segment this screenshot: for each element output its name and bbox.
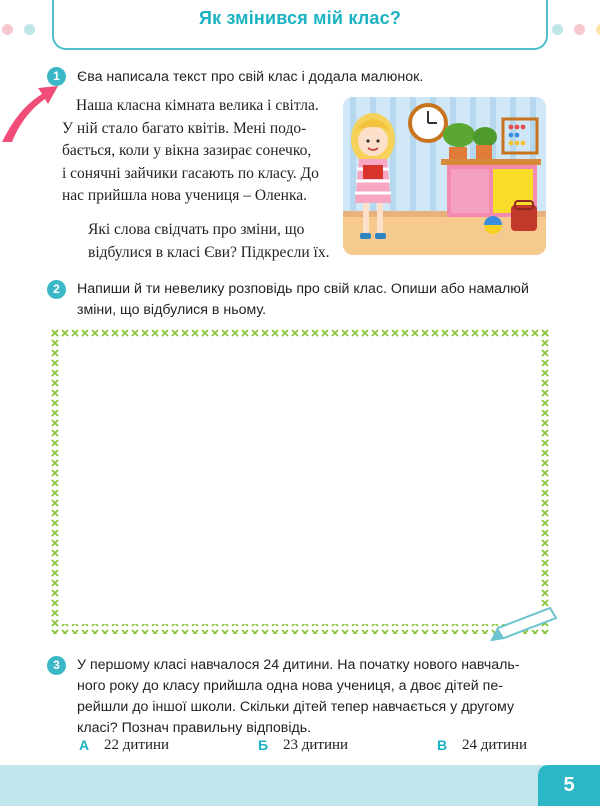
prompt-line: зміни, що відбулися в ньому. [77,302,267,318]
story-line: Наша класна кімната велика і світла. [76,97,319,114]
classroom-illustration [343,97,546,255]
pointer-arrow-icon [0,78,60,144]
prompt-line: ного року до класу прийшла одна нова учениця, а двоє дітей пе- [77,678,503,694]
task2-prompt [77,279,577,321]
task-number-badge: 2 [47,280,66,299]
option-c-text[interactable]: 24 дитини [462,737,528,753]
task-number-badge: 3 [47,656,66,675]
story-line: У ній стало багато квітів. Мені подо- [62,119,307,137]
story-line: і сонячні зайчики гасають по класу. До [62,164,319,182]
page-number: 5 [538,765,600,806]
question-line: Які слова свідчать про зміни, що [88,221,305,238]
title-box [52,0,548,50]
question-line: відбулися в класі Єви? Підкресли їх. [88,243,330,261]
prompt-line: Напиши й ти невелику розповідь про свій клас. Опиши або намалюй [77,281,529,297]
task1-prompt: Єва написала текст про свій клас і додала малюнок. [77,69,424,85]
story-line: бається, коли у вікна зазирає сонечко, [62,142,312,159]
task-number-badge: 1 [47,67,66,86]
page-title: Як змінився мій клас? [198,8,402,28]
task1-question [88,219,338,264]
option-b-letter[interactable]: Б [258,737,269,753]
option-a-letter[interactable]: А [79,737,90,753]
option-c-letter[interactable]: В [437,737,448,753]
prompt-line: рейшли до іншої школи. Скільки дітей тепер навчається у другому [77,699,515,715]
drawing-area[interactable] [50,328,549,634]
story-line: нас прийшла нова учениця – Оленка. [62,187,307,204]
prompt-line: У першому класі навчалося 24 дитини. На початку нового навчаль- [77,657,520,673]
task1-story [62,95,338,208]
pencil-icon [488,606,558,642]
option-b-text[interactable]: 23 дитини [283,737,349,753]
prompt-line: класі? Познач правильну відповідь. [77,720,312,736]
option-a-text[interactable]: 22 дитини [104,737,170,753]
footer-bar [0,765,600,806]
task3-prompt [77,655,555,739]
